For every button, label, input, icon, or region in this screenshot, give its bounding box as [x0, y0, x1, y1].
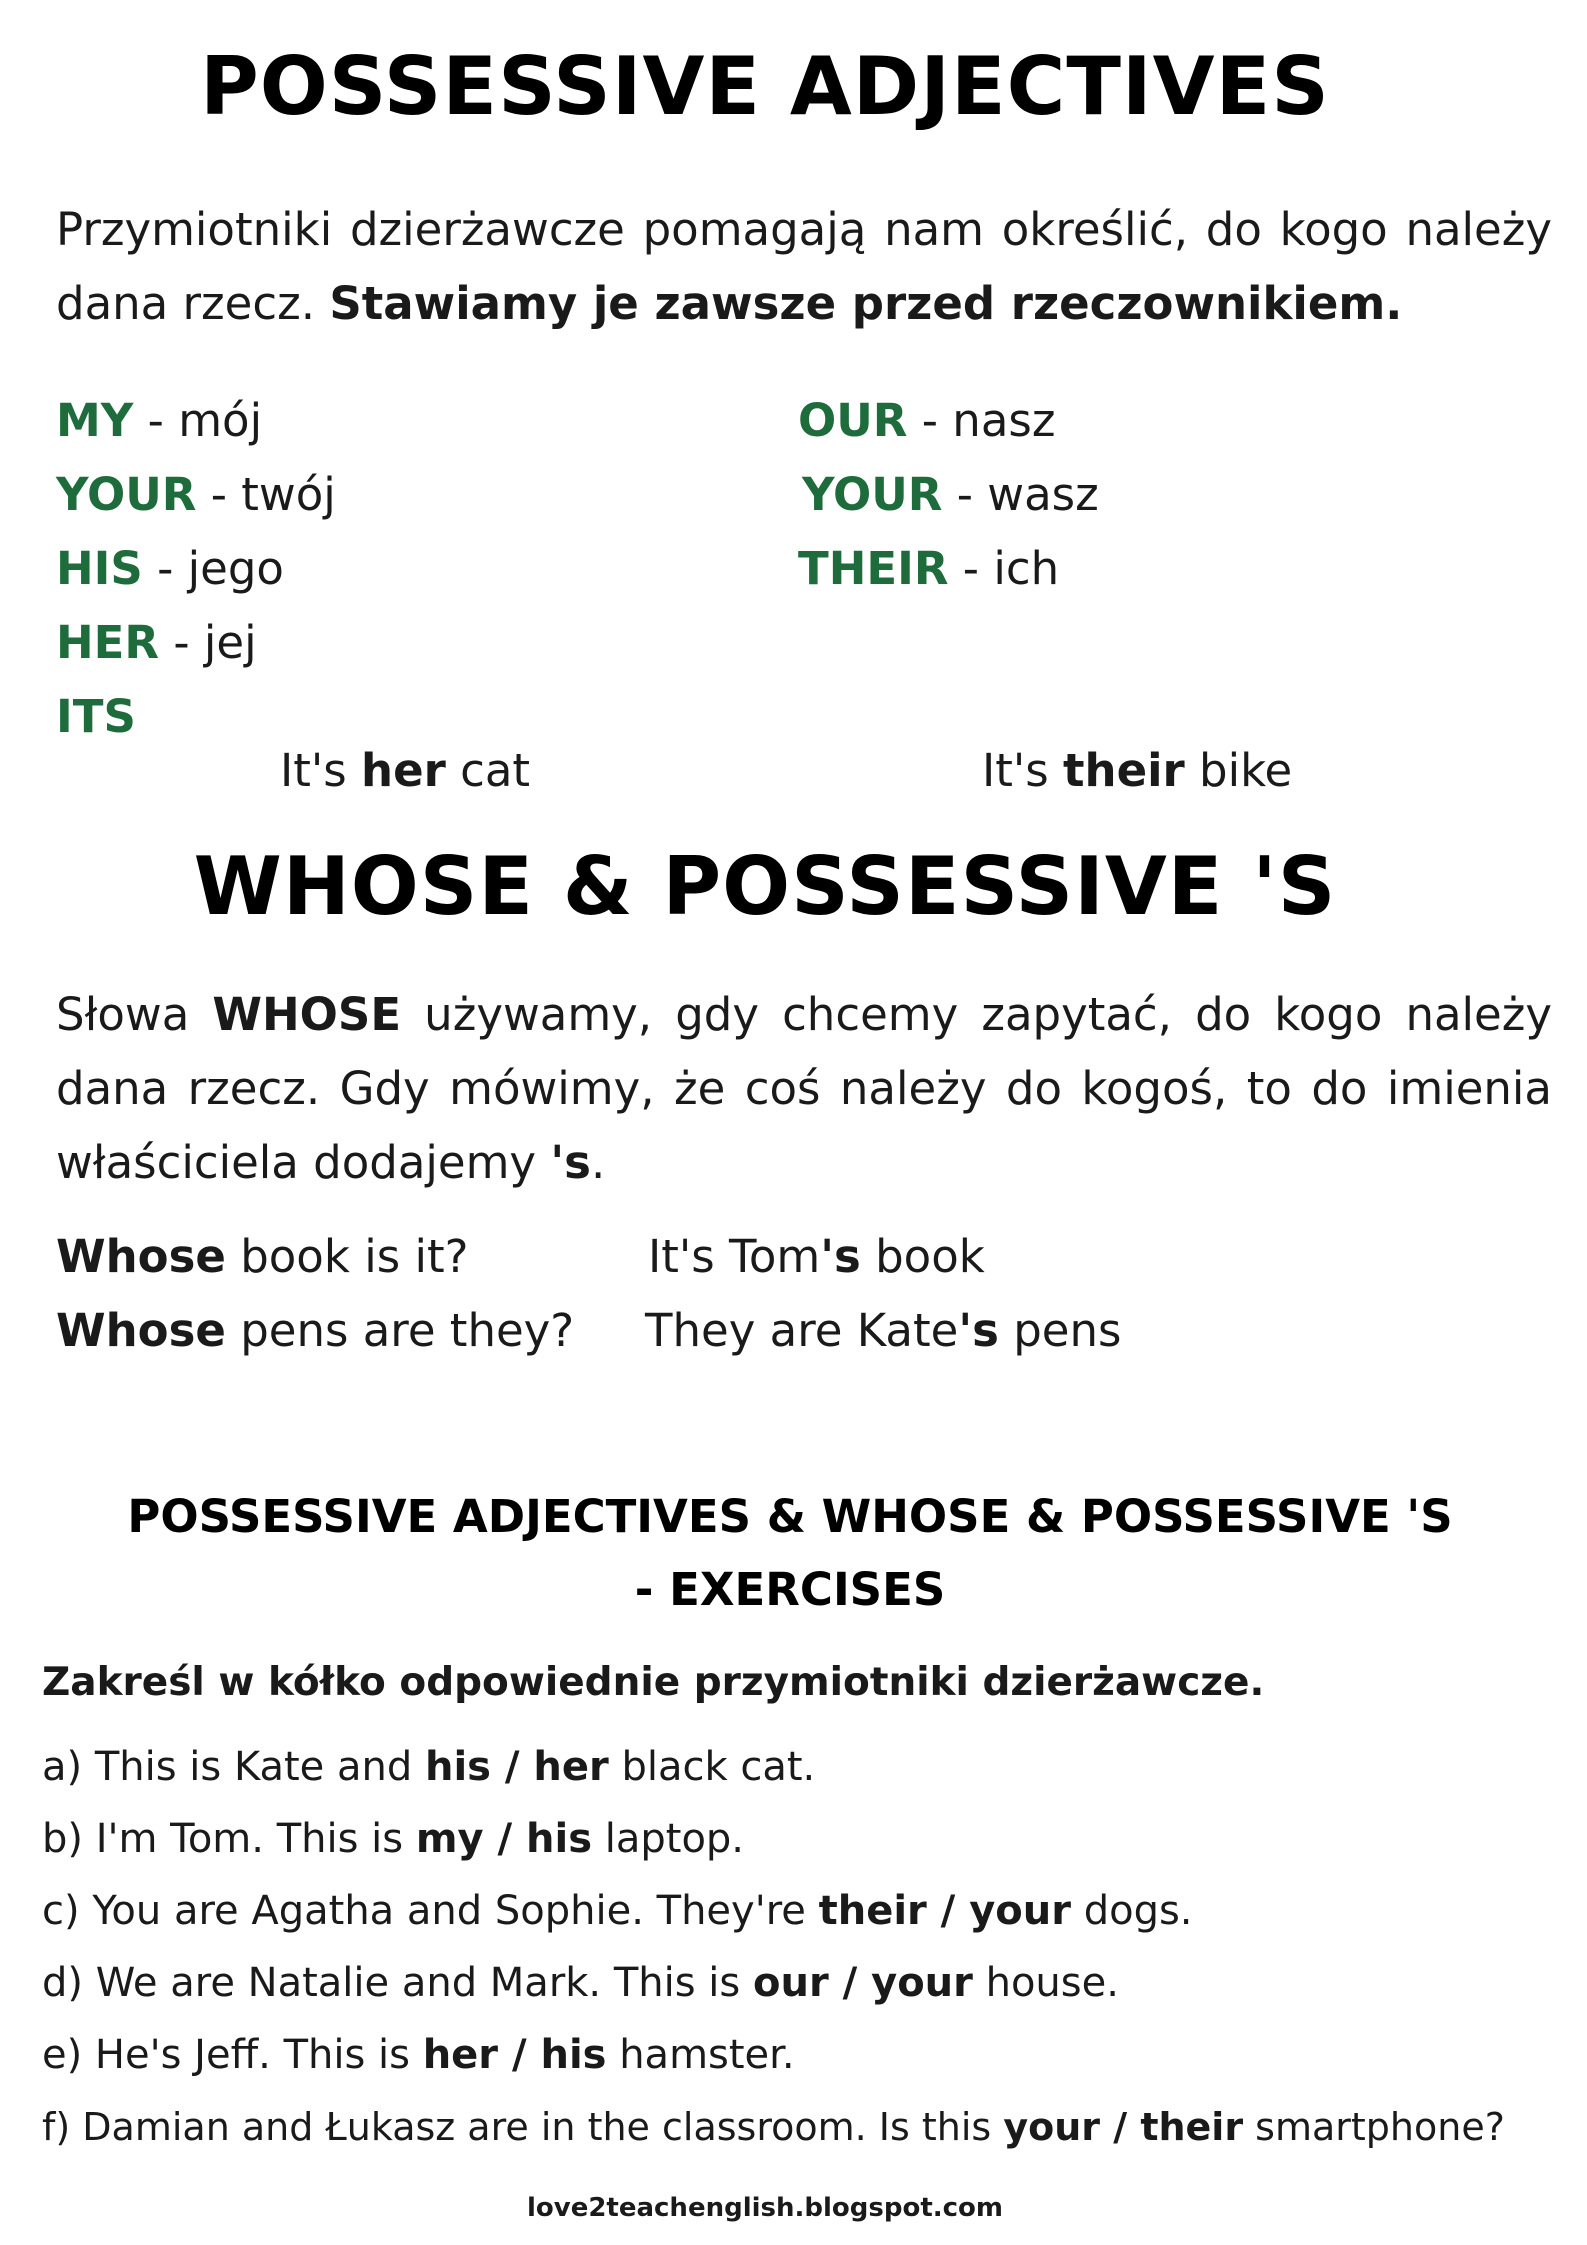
vocab-word: OUR [798, 394, 908, 447]
whose-text: używamy, gdy chcemy zapytać, do kogo należy dana rzecz. Gdy mówimy, że coś należy do kogoś, to do imienia właściciela dodajemy [56, 988, 1552, 1189]
vocab-meaning: - mój [133, 394, 263, 447]
exercise-text: smartphone? [1243, 2105, 1505, 2149]
exercise-text: black cat. [608, 1744, 816, 1790]
exercise-text: house. [972, 1960, 1119, 2006]
answer-bold: 's [958, 1304, 999, 1357]
exercises-title [0, 1480, 1580, 1626]
exercise-text: laptop. [592, 1816, 745, 1862]
example-text: cat [445, 744, 531, 797]
example-bold: their [1063, 744, 1185, 797]
exercise-item-f [42, 2104, 1505, 2150]
whose-bold: WHOSE [212, 988, 402, 1041]
exercise-item-d [42, 1960, 1119, 2006]
exercise-text: e) He's Jeff. This is [42, 2032, 423, 2078]
exercises-title-line1: POSSESSIVE ADJECTIVES & WHOSE & POSSESSIVE 'S [127, 1490, 1453, 1543]
exercise-item-b [42, 1816, 744, 1862]
example-text: It's [982, 744, 1064, 797]
page-title: POSSESSIVE ADJECTIVES [200, 40, 1330, 133]
exercise-text: dogs. [1070, 1888, 1193, 1934]
vocab-word: YOUR [802, 468, 943, 521]
vocab-meaning: - nasz [907, 394, 1056, 447]
whose-question-pens [56, 1306, 574, 1356]
example-bold: her [361, 744, 446, 797]
example-her-cat [280, 746, 530, 796]
question-bold: Whose [56, 1304, 226, 1357]
vocab-word: ITS [56, 690, 136, 743]
exercise-choice[interactable]: my / his [415, 1816, 593, 1862]
intro-text: Przymiotniki dzierżawcze pomagają nam określić, do kogo należy dana rzecz. [56, 203, 1552, 330]
answer-text: It's Tom [648, 1230, 821, 1283]
exercise-item-a [42, 1744, 815, 1790]
vocab-item-our [798, 396, 1055, 446]
vocab-meaning: - ich [948, 542, 1060, 595]
whose-bold: 's [550, 1136, 591, 1189]
exercise-choice[interactable]: your / their [1003, 2105, 1244, 2149]
vocab-word: YOUR [56, 468, 197, 521]
example-text: bike [1184, 744, 1293, 797]
question-text: pens are they? [225, 1304, 575, 1357]
vocab-item-her [56, 618, 257, 668]
exercise-text: d) We are Natalie and Mark. This is [42, 1960, 753, 2006]
intro-bold-text: Stawiamy je zawsze przed rzeczownikiem. [329, 277, 1403, 330]
exercise-text: f) Damian and Łukasz are in the classroom. Is this [42, 2105, 1004, 2149]
exercise-text: b) I'm Tom. This is [42, 1816, 416, 1862]
exercise-text: c) You are Agatha and Sophie. They're [42, 1888, 819, 1934]
whose-text: . [590, 1136, 606, 1189]
vocab-item-your [56, 470, 336, 520]
whose-answer-book [648, 1232, 985, 1282]
vocab-word: MY [56, 394, 134, 447]
vocab-word: HER [56, 616, 160, 669]
example-their-bike [982, 746, 1292, 796]
vocab-word: HIS [56, 542, 143, 595]
question-text: book is it? [225, 1230, 469, 1283]
vocab-meaning: - jego [142, 542, 284, 595]
exercise-choice[interactable]: his / her [424, 1744, 609, 1790]
whose-question-book [56, 1232, 468, 1282]
exercise-choice[interactable]: their / your [818, 1888, 1071, 1934]
exercise-text: hamster. [606, 2032, 795, 2078]
intro-paragraph [56, 193, 1552, 341]
vocab-meaning: - wasz [942, 468, 1099, 521]
vocab-item-its [56, 692, 136, 742]
exercise-item-c [42, 1888, 1193, 1934]
answer-bold: 's [820, 1230, 861, 1283]
question-bold: Whose [56, 1230, 226, 1283]
section-title-whose: WHOSE & POSSESSIVE 'S [193, 840, 1337, 933]
vocab-item-their [798, 544, 1059, 594]
exercise-instruction: Zakreśl w kółko odpowiednie przymiotniki dzierżawcze. [42, 1660, 1265, 1705]
vocab-item-his [56, 544, 284, 594]
vocab-item-your-plural [802, 470, 1099, 520]
example-text: It's [280, 744, 362, 797]
whose-answer-pens [645, 1306, 1121, 1356]
footer-url: love2teachenglish.blogspot.com [526, 2193, 1004, 2223]
vocab-meaning: - twój [196, 468, 336, 521]
exercise-choice[interactable]: her / his [422, 2032, 607, 2078]
exercise-item-e [42, 2032, 795, 2078]
answer-text: They are Kate [645, 1304, 959, 1357]
exercises-title-line2: - EXERCISES [634, 1563, 946, 1616]
answer-text: book [860, 1230, 985, 1283]
whose-text: Słowa [56, 988, 213, 1041]
vocab-item-my [56, 396, 262, 446]
exercise-text: a) This is Kate and [42, 1744, 425, 1790]
vocab-meaning: - jej [159, 616, 257, 669]
whose-paragraph [56, 978, 1552, 1200]
answer-text: pens [998, 1304, 1122, 1357]
exercise-choice[interactable]: our / your [752, 1960, 973, 2006]
vocab-word: THEIR [798, 542, 949, 595]
